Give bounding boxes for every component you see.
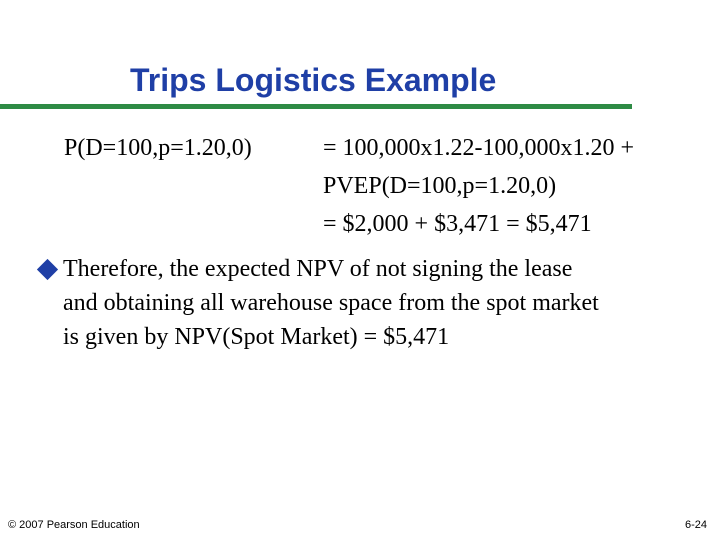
equation-line-2: PVEP(D=100,p=1.20,0) (323, 173, 557, 199)
footer-copyright: © 2007 Pearson Education (8, 519, 140, 531)
footer-page-number: 6-24 (684, 519, 707, 531)
diamond-bullet-icon (37, 259, 58, 280)
equation-lhs: P(D=100,p=1.20,0) (64, 135, 252, 161)
bullet-line-3: is given by NPV(Spot Market) = $5,471 (63, 324, 450, 350)
bullet-line-2: and obtaining all warehouse space from the spot market (63, 290, 599, 316)
slide-title: Trips Logistics Example (130, 62, 497, 98)
equation-line-3: = $2,000 + $3,471 = $5,471 (323, 211, 592, 237)
title-underline-rule (0, 104, 632, 109)
bullet-line-1: Therefore, the expected NPV of not signing the lease (63, 256, 573, 282)
equation-line-1: = 100,000x1.22-100,000x1.20 + (323, 135, 635, 161)
